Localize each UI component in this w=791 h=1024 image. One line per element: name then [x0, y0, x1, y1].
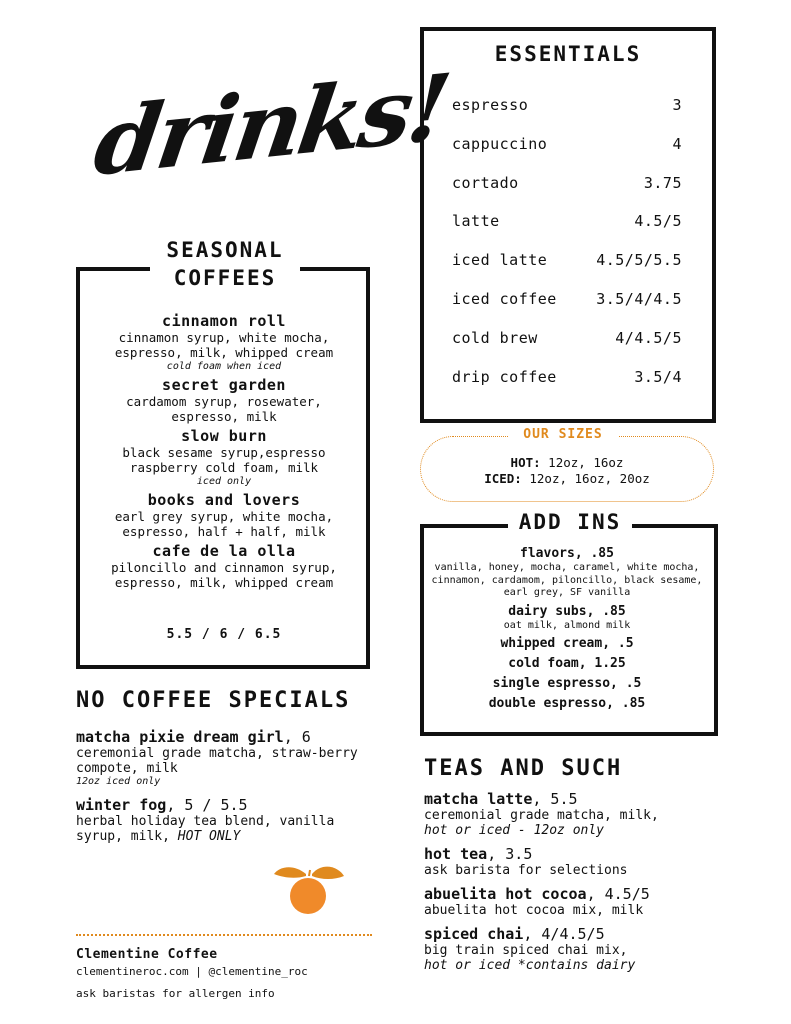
addin-price: , .85 [606, 696, 646, 711]
sizes-hot-value: 12oz, 16oz [540, 455, 624, 470]
list-item [452, 247, 682, 286]
footer-links[interactable]: clementineroc.com | @clementine_roc [76, 965, 308, 978]
drink-price: , 6 [283, 728, 311, 746]
list-item [426, 603, 708, 633]
drink-name: slow burn [181, 427, 267, 445]
addin-name: cold foam [508, 656, 579, 671]
drink-description-emphasis: hot or iced *contains dairy [424, 958, 636, 973]
addin-price: , 1.25 [578, 656, 626, 671]
sizes-iced-value: 12oz, 16oz, 20oz [521, 471, 650, 486]
addin-name: dairy subs [508, 603, 587, 619]
drink-name: cappuccino [452, 134, 548, 153]
drink-name: secret garden [162, 376, 286, 394]
list-item [452, 208, 682, 247]
seasonal-drink [90, 313, 358, 373]
drink-name: cafe de la olla [152, 542, 296, 560]
list-item [426, 635, 708, 652]
drink-description: herbal holiday tea blend, vanilla syrup, milk, [76, 814, 335, 844]
drink-description: abuelita hot cocoa mix, milk [424, 903, 644, 918]
drink-name: cinnamon roll [162, 312, 286, 330]
drink-name: hot tea [424, 845, 488, 863]
drink-price: , 5.5 [532, 790, 578, 808]
drink-name: matcha latte [424, 790, 533, 808]
drink-price: , 3.5 [487, 845, 533, 863]
drink-name: books and lovers [147, 491, 301, 509]
drink-name: iced coffee [452, 289, 557, 308]
seasonal-drink [90, 492, 358, 539]
drink-note: iced only [196, 476, 252, 487]
addin-description: oat milk, almond milk [503, 619, 631, 631]
teas-list [424, 790, 724, 980]
drink-name: latte [452, 212, 500, 231]
addin-price: , .85 [586, 603, 626, 619]
list-item [426, 695, 708, 712]
teas-heading: TEAS AND SUCH [424, 756, 623, 781]
drink-description-emphasis: hot or iced - 12oz only [424, 823, 605, 838]
sizes-hot [420, 455, 714, 470]
drink-description: piloncillo and cinnamon syrup, espresso, milk, whipped cream [111, 560, 337, 590]
no-coffee-list [76, 728, 386, 852]
drink-price: 3.75 [643, 173, 682, 192]
drink-description: black sesame syrup,espresso raspberry cold foam, milk [122, 445, 326, 475]
drink-price: 3.5/4/4.5 [596, 289, 682, 308]
drink-description: ceremonial grade matcha, straw-berry compote, milk [76, 746, 358, 776]
seasonal-heading-line1: SEASONAL [166, 238, 284, 262]
essentials-list [452, 92, 682, 402]
drink-description: ask barista for selections [424, 863, 628, 878]
essentials-heading: ESSENTIALS [494, 42, 642, 66]
list-item [426, 545, 708, 600]
addin-name: single espresso [492, 676, 611, 691]
list-item [424, 845, 724, 878]
drink-description: cardamom syrup, rosewater, espresso, milk [126, 394, 322, 424]
sizes-iced [420, 471, 714, 486]
seasonal-drink [90, 377, 358, 424]
list-item [452, 170, 682, 209]
drink-description: earl grey syrup, white mocha, espresso, half + half, milk [114, 509, 334, 539]
drink-name: iced latte [452, 251, 548, 270]
list-item [426, 675, 708, 692]
addin-name: whipped cream [500, 636, 603, 651]
addin-description: vanilla, honey, mocha, caramel, white mocha, cinnamon, cardamom, piloncillo, black sesame, earl grey, SF vanilla [431, 562, 703, 598]
list-item [452, 92, 682, 131]
drink-name: espresso [452, 96, 529, 114]
seasonal-heading-line2: COFFEES [173, 266, 277, 290]
drink-price: , 5 / 5.5 [166, 796, 248, 814]
addin-price: , .5 [610, 676, 642, 691]
add-ins-list [426, 545, 708, 715]
footer-allergen-note: ask baristas for allergen info [76, 987, 275, 1000]
list-item [452, 286, 682, 325]
drink-name: winter fog [76, 796, 167, 814]
sizes-hot-label: HOT: [510, 455, 541, 470]
list-item [452, 131, 682, 170]
list-item [424, 885, 724, 918]
drink-price: 4.5/5 [634, 212, 682, 231]
drink-price: , 4.5/5 [586, 885, 650, 903]
sizes-iced-label: ICED: [484, 471, 522, 486]
drink-price: 3.5/4 [634, 367, 682, 386]
seasonal-drink [90, 428, 358, 488]
seasonal-drink [90, 543, 358, 590]
no-coffee-heading: NO COFFEE SPECIALS [76, 688, 351, 713]
addin-price: , .5 [602, 636, 634, 651]
seasonal-coffees-heading [150, 236, 300, 302]
footer-brand-name: Clementine Coffee [76, 947, 218, 962]
drink-name: matcha pixie dream girl [76, 728, 284, 746]
list-item [424, 790, 724, 838]
list-item [452, 325, 682, 364]
clementine-icon [272, 862, 348, 918]
drink-description: cinnamon syrup, white mocha, espresso, milk, whipped cream [114, 330, 334, 360]
drink-name: spiced chai [424, 925, 524, 943]
drink-note: cold foam when iced [166, 361, 282, 372]
sizes-heading: OUR SIZES [508, 427, 618, 442]
drink-description-emphasis: HOT ONLY [177, 829, 241, 844]
list-item [424, 925, 724, 973]
drink-description: big train spiced chai mix, [424, 943, 628, 958]
drink-note: 12oz iced only [76, 776, 161, 787]
list-item [426, 655, 708, 672]
addin-name: flavors [520, 546, 575, 561]
list-item [76, 796, 386, 844]
seasonal-price: 5.5 / 6 / 6.5 [166, 627, 282, 642]
drink-name: drip coffee [452, 367, 557, 386]
add-ins-heading: ADD INS [508, 510, 632, 534]
seasonal-coffees-list [90, 313, 358, 594]
addin-price: , .85 [574, 546, 614, 561]
drink-name: cold brew [452, 328, 538, 347]
footer-divider [76, 934, 372, 936]
drink-description: ceremonial grade matcha, milk, [424, 808, 659, 823]
drink-name: abuelita hot cocoa [424, 885, 587, 903]
menu-title: drinks! [88, 53, 454, 197]
drink-price: 4 [672, 134, 682, 153]
drink-price: 3 [672, 96, 682, 114]
drink-price: 4/4.5/5 [615, 328, 682, 347]
drink-price: 4.5/5/5.5 [596, 251, 682, 270]
drink-price: , 4/4.5/5 [523, 925, 605, 943]
drink-name: cortado [452, 173, 519, 192]
list-item [452, 364, 682, 403]
list-item [76, 728, 386, 788]
addin-name: double espresso [488, 696, 607, 711]
